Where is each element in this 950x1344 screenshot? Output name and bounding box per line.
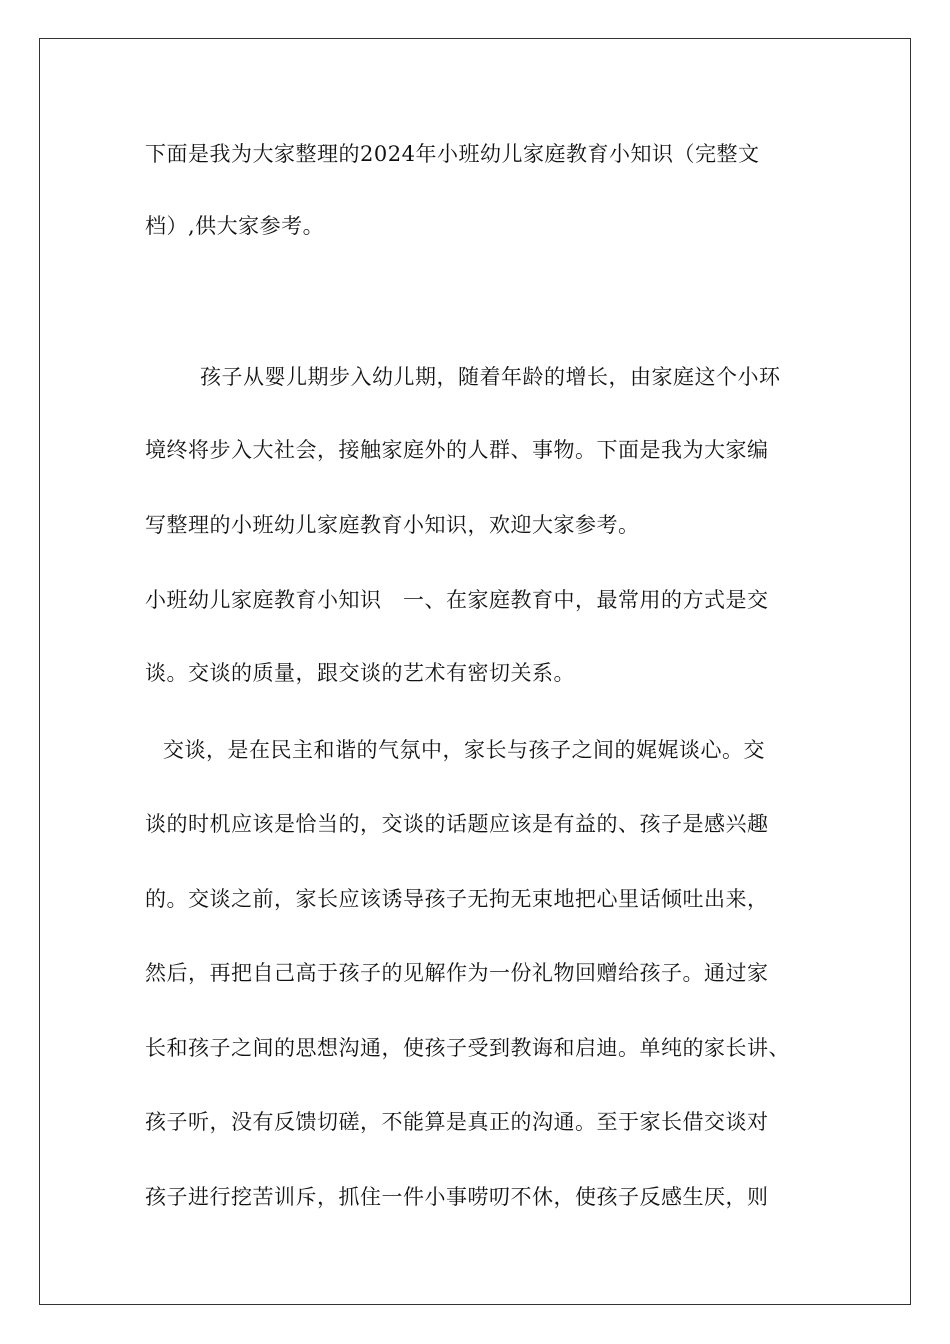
text-line: 写整理的小班幼儿家庭教育小知识，欢迎大家参考。 (145, 513, 640, 537)
text-line: 谈的时机应该是恰当的，交谈的话题应该是有益的、孩子是感兴趣 (145, 812, 769, 836)
text-line: 档）,供大家参考。 (145, 214, 325, 238)
text-line: 谈。交谈的质量，跟交谈的艺术有密切关系。 (145, 661, 575, 685)
text-line: 境终将步入大社会，接触家庭外的人群、事物。下面是我为大家编 (145, 438, 769, 462)
section-heading-line: 小班幼儿家庭教育小知识 一、在家庭教育中，最常用的方式是交 (145, 588, 769, 612)
text-line: 然后，再把自己高于孩子的见解作为一份礼物回赠给孩子。通过家 (145, 961, 769, 985)
text-line: 的。交谈之前，家长应该诱导孩子无拘无束地把心里话倾吐出来， (145, 887, 769, 911)
paragraph-first-line: 交谈，是在民主和谐的气氛中，家长与孩子之间的娓娓谈心。交 (163, 738, 765, 762)
text-line: 下面是我为大家整理的2024年小班幼儿家庭教育小知识（完整文 (145, 142, 760, 166)
text-line: 孩子进行挖苦训斥，抓住一件小事唠叨不休，使孩子反感生厌，则 (145, 1185, 769, 1209)
text-line: 长和孩子之间的思想沟通，使孩子受到教诲和启迪。单纯的家长讲、 (145, 1036, 790, 1060)
paragraph-first-line: 孩子从婴儿期步入幼儿期，随着年龄的增长，由家庭这个小环 (200, 365, 781, 389)
text-line: 孩子听，没有反馈切磋，不能算是真正的沟通。至于家长借交谈对 (145, 1110, 769, 1134)
